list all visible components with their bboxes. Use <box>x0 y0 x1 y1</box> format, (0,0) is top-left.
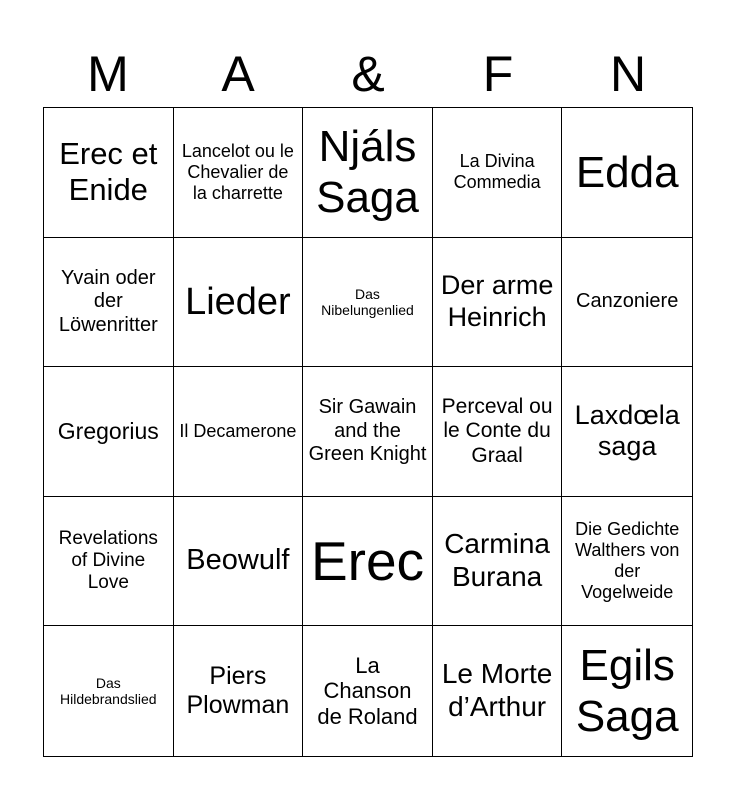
cell-label: Gregorius <box>57 418 159 445</box>
header-letter: F <box>482 46 514 102</box>
cell-label: Canzoniere <box>576 290 679 313</box>
header-letter: & <box>351 46 385 102</box>
cell-label: Carmina Burana <box>444 528 550 593</box>
bingo-cell[interactable] <box>44 497 174 627</box>
header-letter: N <box>609 46 647 102</box>
bingo-cell[interactable] <box>562 626 692 756</box>
bingo-cell[interactable] <box>303 626 433 756</box>
cell-label: Il Decamerone <box>179 420 297 441</box>
cell-label: Erec <box>310 529 425 592</box>
cell-label: La Chanson de Roland <box>317 652 418 730</box>
cell-label: Edda <box>575 147 679 197</box>
cell-label: Erec et Enide <box>59 136 158 208</box>
cell-label: Laxdœla saga <box>574 399 680 462</box>
cell-label: Lancelot ou le Chevalier de la charrette <box>181 140 294 203</box>
bingo-cell[interactable] <box>174 238 304 368</box>
bingo-cell[interactable] <box>44 238 174 368</box>
bingo-cell[interactable] <box>303 367 433 497</box>
header-letter: A <box>221 46 255 102</box>
bingo-cell[interactable] <box>174 497 304 627</box>
bingo-cell[interactable] <box>562 108 692 238</box>
bingo-header <box>43 40 693 108</box>
cell-label: Yvain oder der Löwenritter <box>58 266 158 336</box>
bingo-cell[interactable] <box>44 108 174 238</box>
bingo-cell[interactable] <box>433 497 563 627</box>
bingo-cell[interactable] <box>433 108 563 238</box>
cell-label: Perceval ou le Conte du Graal <box>441 394 553 467</box>
cell-label: Die Gedichte Walthers von der Vogelweide <box>575 519 680 603</box>
bingo-cell[interactable] <box>433 626 563 756</box>
bingo-cell[interactable] <box>433 238 563 368</box>
cell-label: Sir Gawain and the Green Knight <box>308 396 427 466</box>
cell-label: Revelations of Divine Love <box>58 527 158 594</box>
cell-label: Beowulf <box>186 544 290 577</box>
bingo-cell[interactable] <box>174 626 304 756</box>
header-letter: M <box>87 46 129 102</box>
bingo-cell[interactable] <box>303 108 433 238</box>
bingo-card <box>43 107 693 757</box>
cell-label: Der arme Heinrich <box>440 270 554 332</box>
bingo-cell[interactable] <box>303 497 433 627</box>
bingo-cell[interactable] <box>433 367 563 497</box>
bingo-cell[interactable] <box>174 367 304 497</box>
bingo-cell[interactable] <box>562 497 692 627</box>
bingo-cell[interactable] <box>44 367 174 497</box>
cell-label: Das Hildebrandslied <box>60 674 157 708</box>
bingo-cell[interactable] <box>174 108 304 238</box>
bingo-cell[interactable] <box>562 367 692 497</box>
cell-label: La Divina Commedia <box>453 151 541 193</box>
cell-label: Le Morte d’Arthur <box>441 658 553 723</box>
cell-label: Njáls Saga <box>316 121 419 223</box>
bingo-cell[interactable] <box>44 626 174 756</box>
bingo-cell[interactable] <box>562 238 692 368</box>
cell-label: Piers Plowman <box>186 661 290 720</box>
cell-label: Egils Saga <box>575 640 679 742</box>
cell-label: Lieder <box>185 280 291 323</box>
cell-label: Das Nibelungenlied <box>321 285 414 318</box>
bingo-cell[interactable] <box>303 238 433 368</box>
